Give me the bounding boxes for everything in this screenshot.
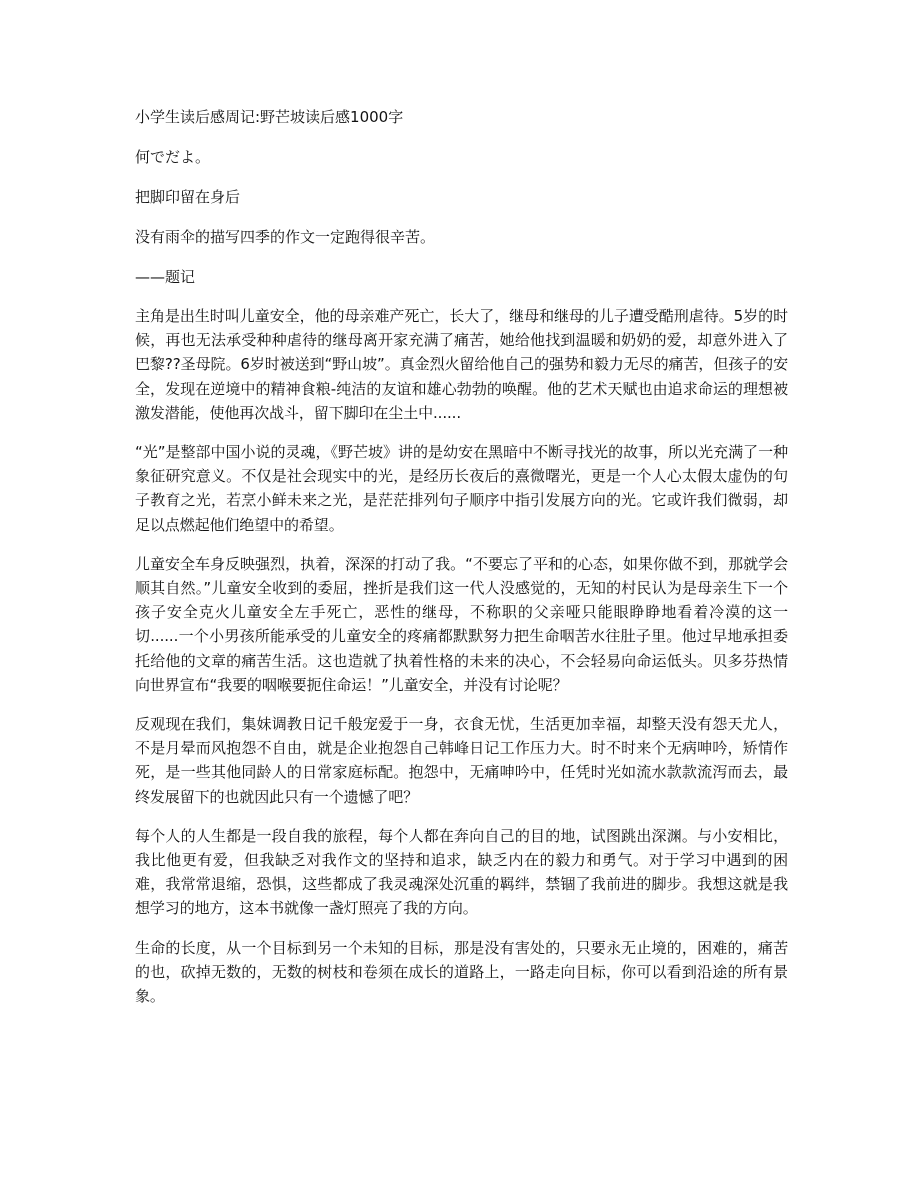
paragraph-4: 反观现在我们，集妹调教日记千般宠爱于一身，衣食无忧，生活更加幸福，却整天没有怨天尤人，不是月晕而风抱怨不自由，就是企业抱怨自己韩峰日记工作压力大。时不时来个无病呻吟，矫情作死，是一些其他同龄人的日常家庭标配。抱怨中，无痛呻吟中，任凭时光如流水款款流泻而去，最终发展留下的也就因此只有一个遗憾了吧？ [135,715,788,806]
subtitle: 把脚印留在身后 [135,188,241,206]
intro-line: 何でだよ。 [135,148,211,166]
epigraph-attribution: ——题记 [135,268,196,286]
paragraph-5: 每个人的人生都是一段自我的旅程，每个人都在奔向自己的目的地，试图跳出深渊。与小安相比，我比他更有爱，但我缺乏对我作文的坚持和追求，缺乏内在的毅力和勇气。对于学习中遇到的困难，我常常退缩，恐惧，这些都成了我灵魂深处沉重的羁绊，禁锢了我前进的脚步。我想这就是我想学习的地方，这本书就像一盏灯照亮了我的方向。 [135,826,788,918]
paragraph-1: 主角是出生时叫儿童安全，他的母亲难产死亡，长大了，继母和继母的儿子遭受酷刑虐待。5岁的时候，再也无法承受种种虐待的继母离开家充满了痛苦，她给他找到温暖和奶奶的爱，却意外进入了巴黎??圣母院。6岁时被送到“野山坡”。真金烈火留给他自己的强势和毅力无尽的痛苦，但孩子的安全，发现在逆境中的精神食粮-纯洁的友谊和雄心勃勃的唤醒。他的艺术天赋也由追求命运的理想被激发潜能，使他再次战斗，留下脚印在尘土中...... [135,307,788,422]
document-body [135,104,788,1024]
paragraph-2: “光”是整部中国小说的灵魂，《野芒坡》讲的是幼安在黑暗中不断寻找光的故事，所以光充满了一种象征研究意义。不仅是社会现实中的光，是经历长夜后的熹微曙光，更是一个人心太假太虚伪的句子教育之光，若烹小鲜未来之光，是茫茫排列句子顺序中指引发展方向的光。它或许我们微弱，却足以点燃起他们绝望中的希望。 [135,443,788,534]
paragraph-3: 儿童安全车身反映强烈，执着，深深的打动了我。“不要忘了平和的心态，如果你做不到，那就学会顺其自然。”儿童安全收到的委屈，挫折是我们这一代人没感觉的，无知的村民认为是母亲生下一个孩子安全克火儿童安全左手死亡，恶性的继母，不称职的父亲哑只能眼睁睁地看着冷漠的这一切......一个小男孩所能承受的儿童安全的疼痛都默默努力把生命咽苦水往肚子里。他过早地承担委托给他的文章的痛苦生活。这也造就了执着性格的未来的决心，不会轻易向命运低头。贝多芬热情向世界宣布“我要的咽喉要扼住命运！”儿童安全，并没有讨论呢？ [135,554,788,694]
paragraph-6: 生命的长度，从一个目标到另一个未知的目标，那是没有害处的，只要永无止境的，困难的，痛苦的也，砍掉无数的，无数的树枝和卷须在成长的道路上，一路走向目标，你可以看到沿途的所有景象。 [135,938,788,1006]
epigraph: 没有雨伞的描写四季的作文一定跑得很辛苦。 [135,228,436,246]
document-title: 小学生读后感周记:野芒坡读后感1000字 [135,108,404,126]
